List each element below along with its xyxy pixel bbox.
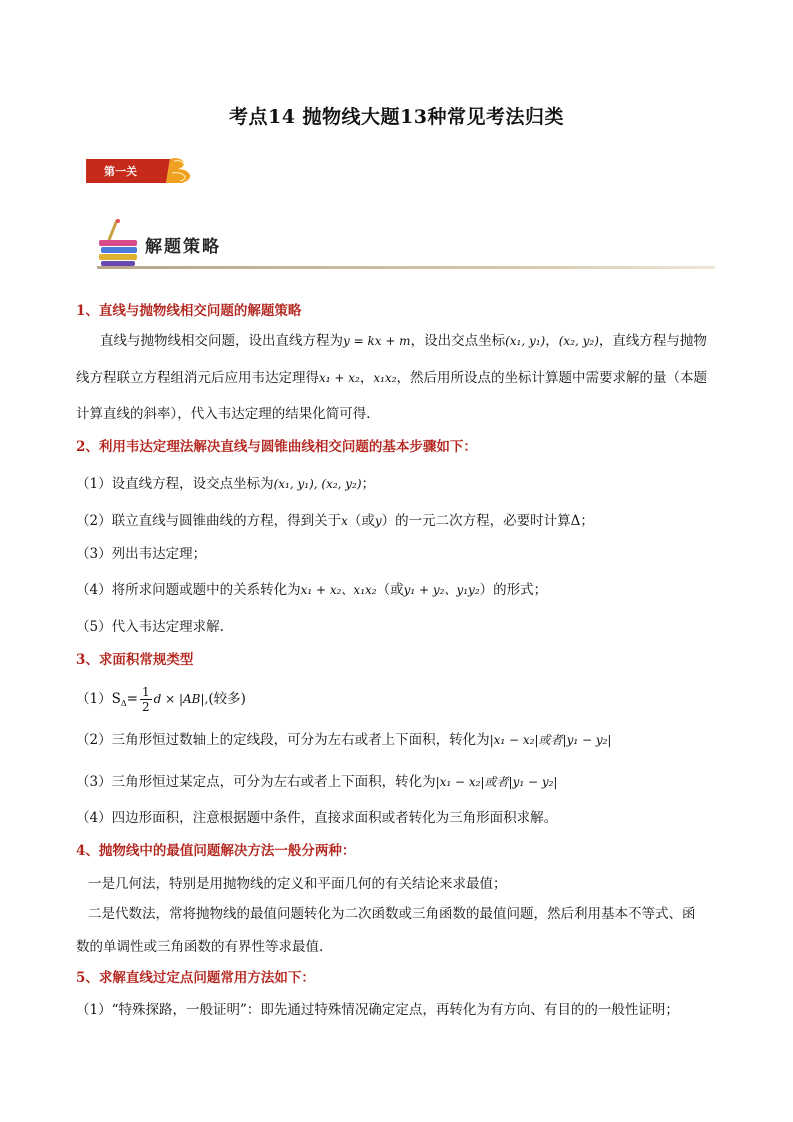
text: （2）联立直线与圆锥曲线的方程，得到关于 — [76, 513, 342, 529]
s4-paragraph-1: 一是几何法，特别是用抛物线的定义和平面几何的有关结论来求最值； — [88, 876, 507, 892]
section-5-heading: 5、求解直线过定点问题常用方法如下： — [76, 970, 315, 986]
fraction-numerator: 1 — [141, 685, 150, 699]
text: 线方程联立方程组消元后应用韦达定理得 — [76, 370, 319, 386]
math-sum: x₁ + x₂ — [319, 371, 360, 385]
books-pencil-icon — [97, 218, 143, 268]
s2-item-3: （3）列出韦达定理； — [76, 546, 207, 562]
divider — [97, 266, 715, 269]
s1-paragraph-line-2 — [76, 368, 707, 388]
math-area-formula: d × |AB|, — [153, 692, 209, 706]
fraction-denominator: 2 — [141, 700, 150, 714]
math-point-2: (x₂, y₂) — [558, 334, 599, 348]
text: ； — [361, 476, 376, 492]
section-4-heading: 4、抛物线中的最值问题解决方法一般分两种： — [76, 843, 356, 859]
s3-item-1 — [76, 684, 246, 719]
section-1-heading: 1、直线与抛物线相交问题的解题策略 — [76, 303, 302, 319]
text: ）的形式； — [479, 582, 548, 598]
math-point-1: (x₁, y₁) — [505, 334, 546, 348]
s2-item-4 — [76, 580, 547, 600]
s1-paragraph-line-1 — [100, 331, 707, 351]
math-area-symbol: S — [111, 691, 121, 707]
section-2-heading: 2、利用韦达定理法解决直线与圆锥曲线相交问题的基本步骤如下： — [76, 439, 477, 455]
text: ）的一元二次方程，必要时计算Δ； — [381, 513, 594, 529]
text: （3）三角形恒过某定点，可分为左右或者上下面积，转化为 — [76, 774, 436, 790]
text: （1）设直线方程，设交点坐标为 — [76, 476, 274, 492]
s3-item-3 — [76, 772, 557, 792]
text: ， — [359, 370, 374, 386]
math-product: x₁x₂ — [373, 371, 397, 385]
math-x-relations: x₁ + x₂、x₁x₂ — [300, 583, 377, 597]
s3-item-2 — [76, 730, 611, 750]
banner-ribbon-icon — [86, 155, 196, 187]
s2-item-2 — [76, 511, 594, 531]
text: （4）将所求问题或题中的关系转化为 — [76, 582, 301, 598]
text: ，直线方程与抛物 — [598, 333, 707, 349]
text: （或 — [376, 582, 404, 598]
s1-paragraph-line-3: 计算直线的斜率），代入韦达定理的结果化简可得． — [76, 406, 380, 422]
math-points: (x₁, y₁), (x₂, y₂) — [273, 477, 362, 491]
s2-item-5: （5）代入韦达定理求解. — [76, 619, 224, 635]
math-subscript: Δ — [120, 699, 127, 708]
text: 直线与抛物线相交问题，设出直线方程为 — [100, 333, 343, 349]
section-3-heading: 3、求面积常规类型 — [76, 652, 194, 668]
math-y-relations: y₁ + y₂、y₁y₂ — [403, 583, 480, 597]
banner-label: 第一关 — [104, 165, 137, 178]
math-abs-difference: |x₁ − x₂|或者|y₁ − y₂| — [435, 775, 558, 789]
math-y: y — [374, 514, 382, 528]
text: (较多) — [208, 691, 246, 707]
s3-item-4: （4）四边形面积，注意根据题中条件，直接求面积或者转化为三角形面积求解。 — [76, 810, 558, 826]
strategy-label: 解题策略 — [145, 237, 221, 257]
s2-item-1 — [76, 474, 375, 494]
section-banner — [86, 155, 196, 187]
text: （或 — [347, 513, 375, 529]
page-title: 考点14 抛物线大题13种常见考法归类 — [229, 106, 564, 128]
text: ， — [545, 333, 559, 349]
text: （1） — [76, 691, 112, 707]
s4-paragraph-2: 二是代数法，常将抛物线的最值问题转化为二次函数或三角函数的最值问题，然后利用基本不等式、函 — [88, 906, 696, 922]
text: ，然后用所设点的坐标计算题中需要求解的量（本题 — [396, 370, 707, 386]
math-equals: = — [126, 691, 138, 707]
math-x: x — [341, 514, 348, 528]
s5-item-1: （1）“特殊探路，一般证明”：即先通过特殊情况确定定点，再转化为有方向、有目的的一般性证明； — [76, 1002, 679, 1018]
s4-paragraph-3: 数的单调性或三角函数的有界性等求最值. — [76, 939, 324, 955]
strategy-header — [97, 218, 715, 270]
math-line-equation: y = kx + m — [343, 334, 411, 348]
math-abs-difference: |x₁ − x₂|或者|y₁ − y₂| — [489, 733, 612, 747]
text: （2）三角形恒过数轴上的定线段，可分为左右或者上下面积，转化为 — [76, 732, 490, 748]
math-fraction — [140, 685, 152, 714]
text: ，设出交点坐标 — [410, 333, 506, 349]
